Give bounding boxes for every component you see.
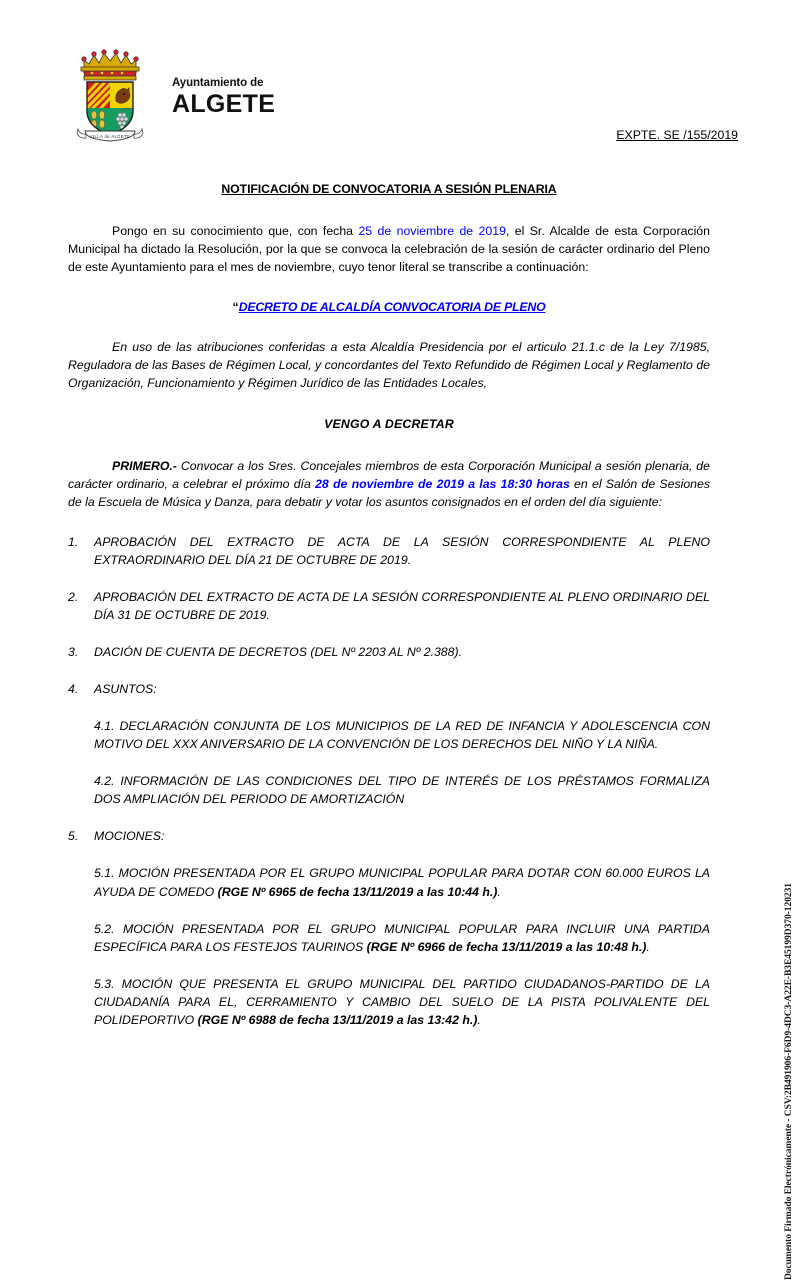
agenda-item: [68, 680, 710, 698]
decreto-heading-link[interactable]: DECRETO DE ALCALDÍA CONVOCATORIA DE PLENO: [238, 300, 546, 315]
mocion-subitem: [94, 920, 710, 956]
brand-title: ALGETE: [172, 90, 276, 119]
atribuciones-paragraph: En uso de las atribuciones conferidas a esta Alcaldía Presidencia por el articulo 21.1.c de la Ley 7/1985, Reguladora de las Bases de Régimen Local, y concordantes del Texto Refundido de Régimen Local y Reglamento de Organización, Funcionamiento y Régimen Jurídico de las Entidades Locales,: [68, 340, 710, 391]
open-quote-mark: “: [232, 300, 239, 315]
primero-label: PRIMERO.-: [112, 458, 177, 473]
agenda-item-number: 1.: [68, 534, 79, 549]
crest-banner-text: VILLA de ALGETE: [89, 133, 131, 139]
agenda-item-number: 4.: [68, 682, 79, 697]
electronic-signature-strip: [770, 0, 796, 1280]
csv-signature-text: Documento Firmado Electrónicamente - CSV:2B491906-F6D9-4DC3-A22E-B3E45199D370-120231: [784, 883, 794, 1280]
agenda-item-text: ASUNTOS:: [94, 682, 157, 697]
agenda-item: [68, 643, 710, 661]
primero-after-date: en el Salón de Sesiones de la Escuela de Música y Danza, para debatir y votar los asuntos consignados en el orden del día siguiente:: [68, 476, 710, 509]
agenda-subitem: 4.1. DECLARACIÓN CONJUNTA DE LOS MUNICIPIOS DE LA RED DE INFANCIA Y ADOLESCENCIA CON MOTIVO DEL XXX ANIVERSARIO DE LA CONVENCIÓN DE LOS DERECHOS DEL NIÑO Y LA NIÑA.: [94, 719, 710, 752]
notification-date: 25 de noviembre de 2019: [358, 224, 506, 239]
document-body: [68, 180, 710, 1048]
mocion-registry-ref: (RGE Nº 6966 de fecha 13/11/2019 a las 10:48 h.): [366, 939, 647, 954]
mocion-tail: .: [477, 1012, 481, 1027]
agenda-list: [68, 533, 710, 1029]
intro-paragraph: [68, 222, 710, 276]
agenda-item: [68, 533, 710, 569]
mocion-registry-ref: (RGE Nº 6965 de fecha 13/11/2019 a las 10:44 h.): [217, 884, 498, 899]
decreto-heading-line: [68, 298, 710, 316]
vengo-a-decretar-heading: VENGO A DECRETAR: [324, 416, 454, 431]
agenda-item: [68, 827, 710, 845]
intro-before-date: Pongo en su conocimiento que, con fecha: [112, 224, 359, 239]
page-title: NOTIFICACIÓN DE CONVOCATORIA A SESIÓN PLENARIA: [221, 182, 557, 196]
agenda-item-text: MOCIONES:: [94, 829, 165, 844]
intro-after-date: , el Sr. Alcalde de esta Corporación Municipal ha dictado la Resolución, por la que se convoca la celebración de la sesión de carácter ordinario del Pleno de este Ayuntamiento para el mes de noviembre, cuyo tenor literal se transcribe a continuación:: [68, 224, 710, 275]
agenda-item: [68, 588, 710, 624]
algete-coat-of-arms-icon: [72, 39, 148, 143]
agenda-item-number: 2.: [68, 589, 79, 604]
primero-before-date: Convocar a los Sres. Concejales miembros de esta Corporación Municipal a sesión plenaria, de carácter ordinario, a celebrar el próximo día: [68, 458, 710, 491]
mocion-text: 5.1. MOCIÓN PRESENTADA POR EL GRUPO MUNICIPAL POPULAR PARA DOTAR CON 60.000 EUROS LA AYUDA DE COMEDO: [94, 866, 710, 899]
agenda-item-text: DACIÓN DE CUENTA DE DECRETOS (DEL Nº 2203 AL Nº 2.388).: [94, 645, 462, 659]
brand-subtitle: Ayuntamiento de: [172, 76, 264, 89]
session-datetime: 28 de noviembre de 2019 a las 18:30 horas: [315, 476, 570, 491]
agenda-item-number: 3.: [68, 645, 79, 659]
agenda-item-number: 5.: [68, 829, 79, 844]
expediente-number: EXPTE. SE /155/2019: [616, 128, 738, 142]
mocion-registry-ref: (RGE Nº 6988 de fecha 13/11/2019 a las 13:42 h.): [197, 1012, 478, 1027]
agenda-item-text: APROBACIÓN DEL EXTRACTO DE ACTA DE LA SESIÓN CORRESPONDIENTE AL PLENO ORDINARIO DEL DÍA 31 DE OCTUBRE DE 2019.: [94, 589, 710, 622]
agenda-item-text: APROBACIÓN DEL EXTRACTO DE ACTA DE LA SESIÓN CORRESPONDIENTE AL PLENO EXTRAORDINARIO DEL DÍA 21 DE OCTUBRE DE 2019.: [94, 534, 710, 567]
agenda-subitem: 4.2. INFORMACIÓN DE LAS CONDICIONES DEL TIPO DE INTERÉS DE LOS PRÉSTAMOS FORMALIZA DOS AMPLIACIÓN DEL PERIODO DE AMORTIZACIÓN: [94, 774, 710, 807]
brand-block: [172, 64, 275, 118]
mocion-text: 5.2. MOCIÓN PRESENTADA POR EL GRUPO MUNICIPAL POPULAR PARA INCLUIR UNA PARTIDA ESPECÍFICA PARA LOS FESTEJOS TAURINOS: [94, 921, 710, 954]
mocion-tail: .: [646, 939, 650, 954]
mocion-subitem: [94, 864, 710, 900]
mocion-text: 5.3. MOCIÓN QUE PRESENTA EL GRUPO MUNICIPAL DEL PARTIDO CIUDADANOS-PARTIDO DE LA CIUDADANÍA PARA EL, CERRAMIENTO Y CAMBIO DEL SUELO DE LA PISTA POLIVALENTE DEL POLIDEPORTIVO: [94, 976, 710, 1027]
mocion-tail: .: [497, 884, 501, 899]
mocion-subitem: [94, 975, 710, 1029]
document-header: [72, 38, 492, 143]
primero-paragraph: [68, 457, 710, 511]
